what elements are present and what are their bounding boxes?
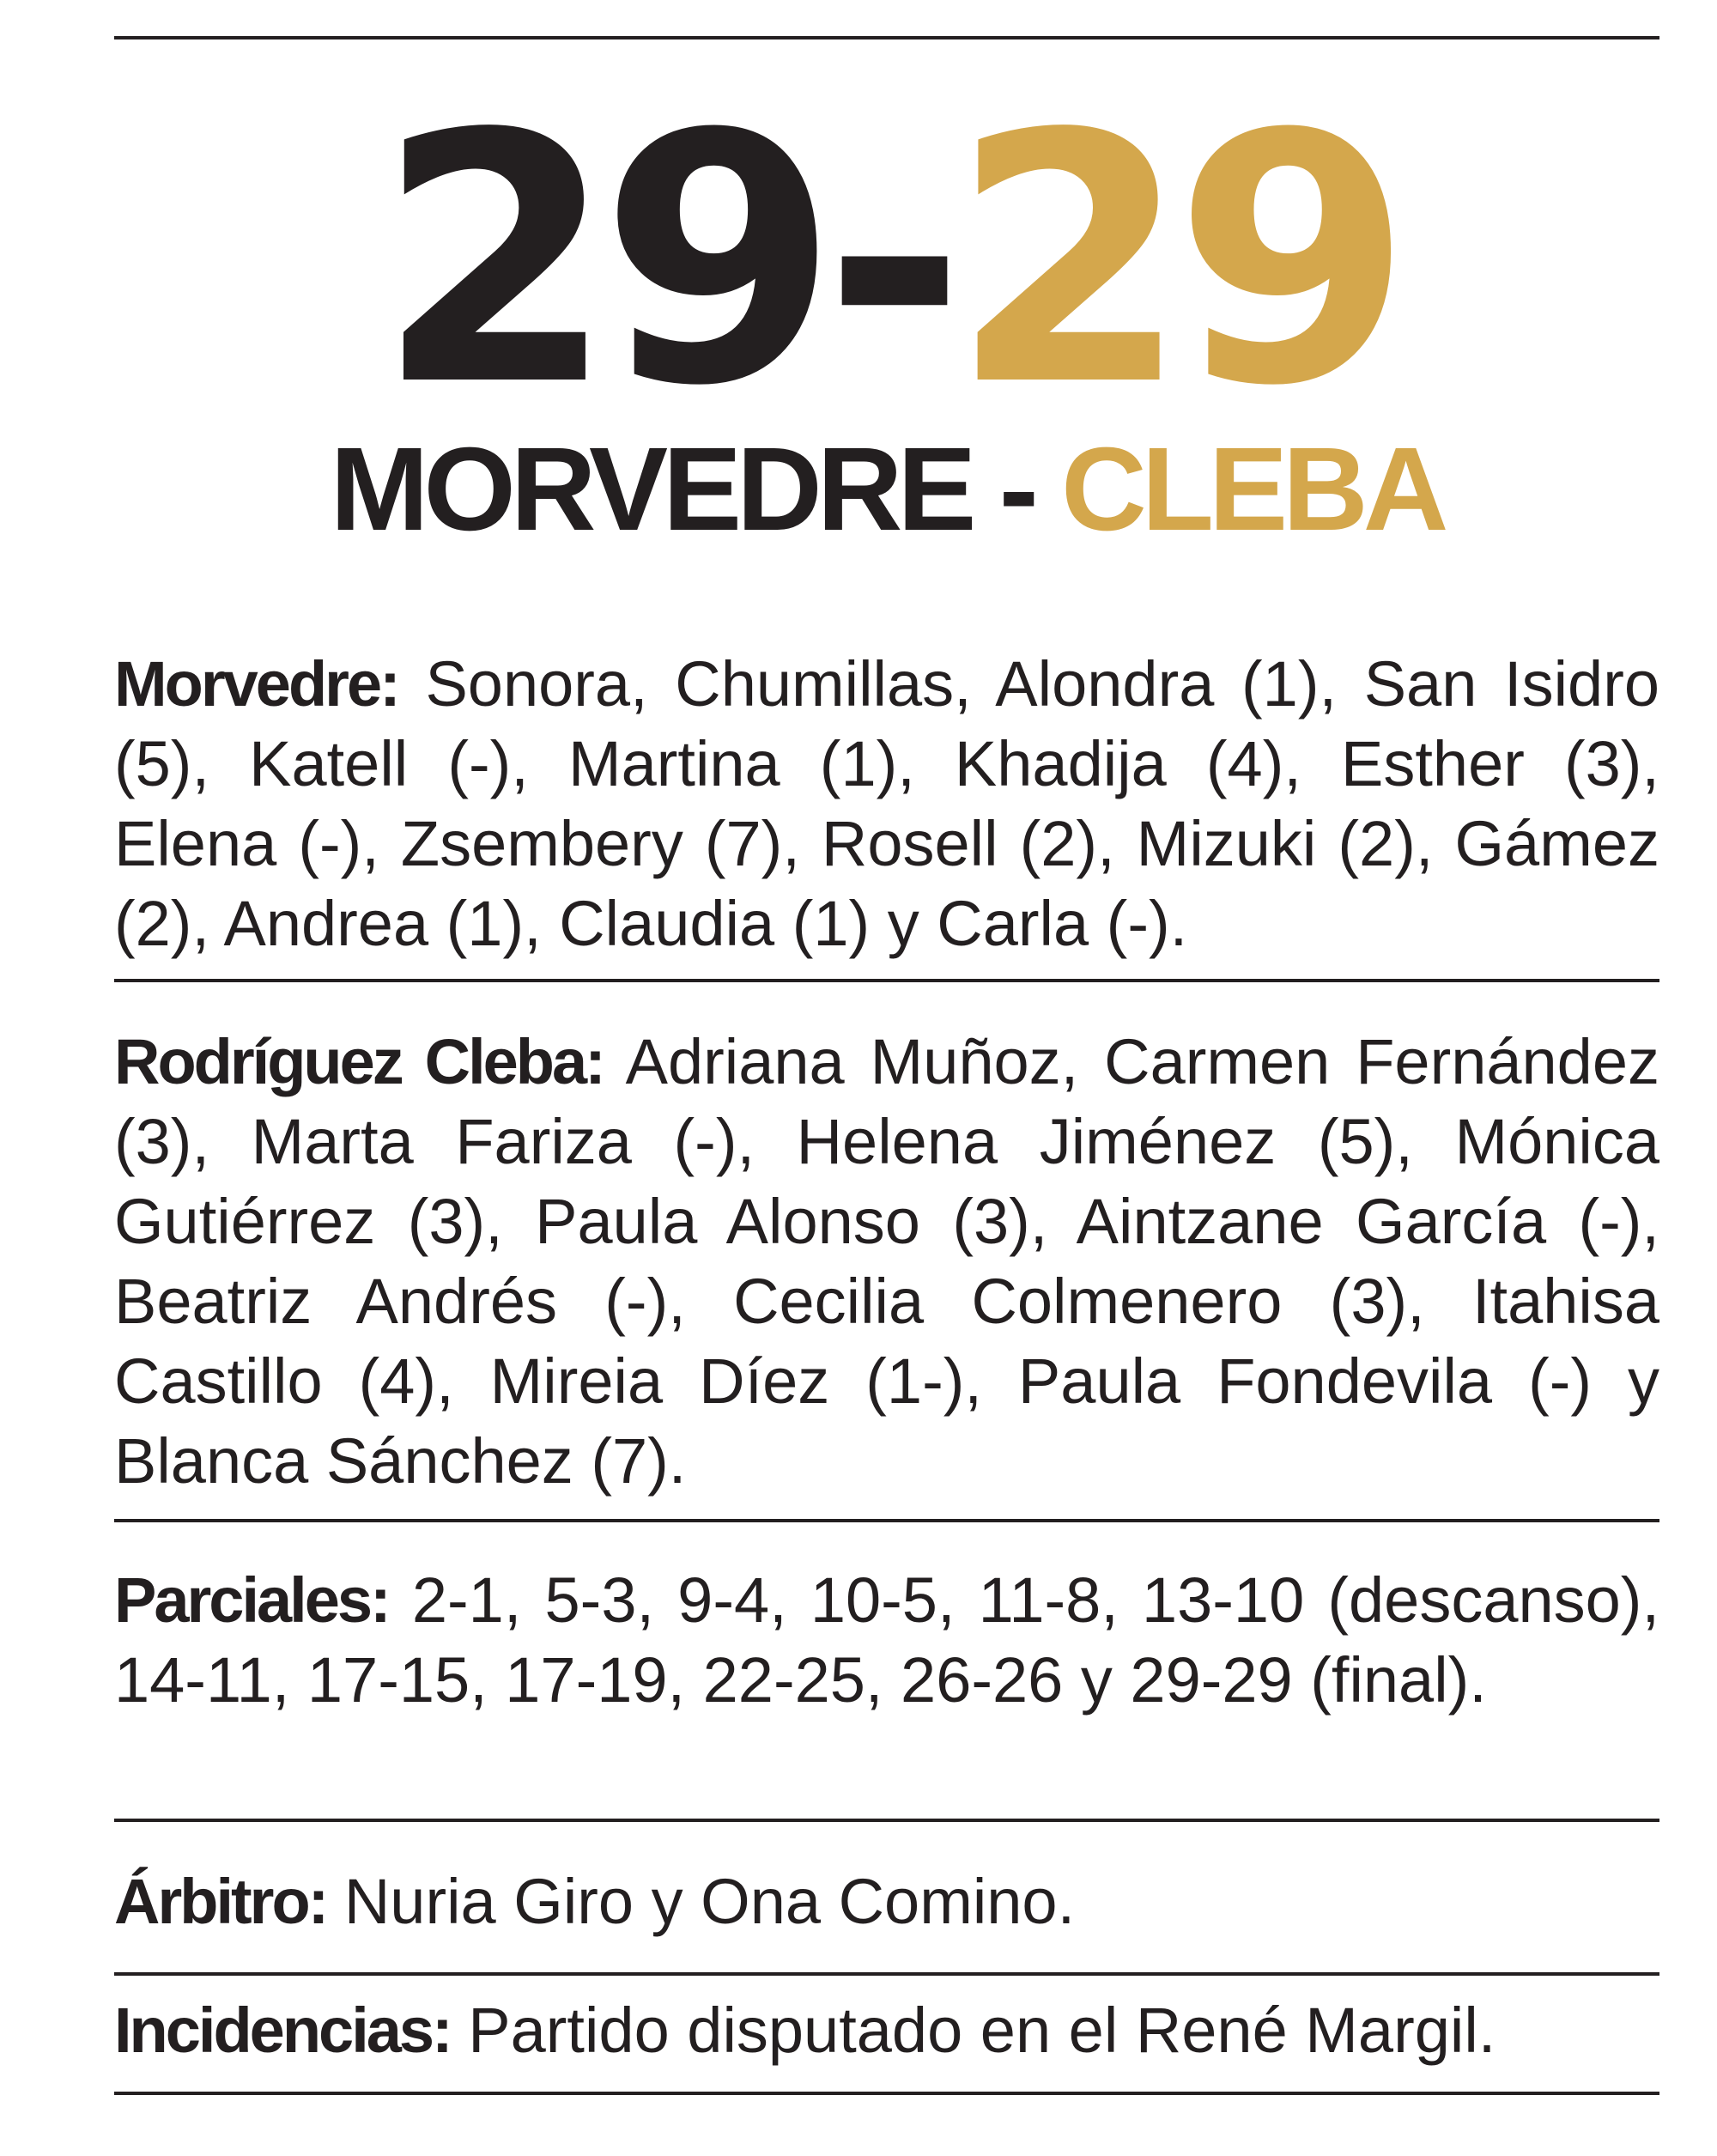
partial-scores [114,1560,1659,1720]
away-lineup [114,1022,1659,1501]
home-lineup-label: Morvedre: [114,648,398,720]
away-score: 29 [950,62,1398,461]
home-lineup [114,644,1659,963]
incidents-text: Partido disputado en el René Margil. [468,1995,1496,2066]
home-score: 29 [376,62,823,461]
away-lineup-text: Adriana Muñoz, Carmen Fernández (3), Marta Fariza (-), Helena Jiménez (5), Mónica Gutiérrez (3), Paula Alonso (3), Aintzane García (-), Beatriz Andrés (-), Cecilia Colmenero (3), Itahisa Castillo (4), Mireia Díez (1-), Paula Fondevila (-) y Blanca Sánchez (7). [114,1026,1659,1497]
final-score [114,62,1659,461]
divider-1 [114,979,1659,982]
incidents-label: Incidencias: [114,1995,451,2066]
team-separator: - [971,423,1062,556]
referees-text: Nuria Giro y Ona Comino. [343,1866,1076,1937]
home-team-name: MORVEDRE [330,423,972,556]
away-team-name: CLEBA [1061,423,1444,556]
divider-3 [114,1819,1659,1822]
divider-4 [114,1972,1659,1976]
divider-2 [114,1519,1659,1522]
away-lineup-label: Rodríguez Cleba: [114,1026,604,1097]
partial-scores-text: 2-1, 5-3, 9-4, 10-5, 11-8, 13-10 (descanso), 14-11, 17-15, 17-19, 22-25, 26-26 y 29-29 (final). [114,1564,1660,1716]
bottom-divider [114,2092,1659,2095]
partial-scores-label: Parciales: [114,1564,389,1636]
score-separator: - [822,62,950,461]
top-divider [114,36,1659,39]
referees-label: Árbitro: [114,1866,327,1937]
incidents [114,1990,1659,2070]
team-names [114,425,1659,554]
referees [114,1861,1659,1941]
home-lineup-text: Sonora, Chumillas, Alondra (1), San Isidro (5), Katell (-), Martina (1), Khadija (4), Esther (3), Elena (-), Zsembery (7), Rosell (2), Mizuki (2), Gámez (2), Andrea (1), Claudia (1) y Carla (-). [114,648,1659,959]
